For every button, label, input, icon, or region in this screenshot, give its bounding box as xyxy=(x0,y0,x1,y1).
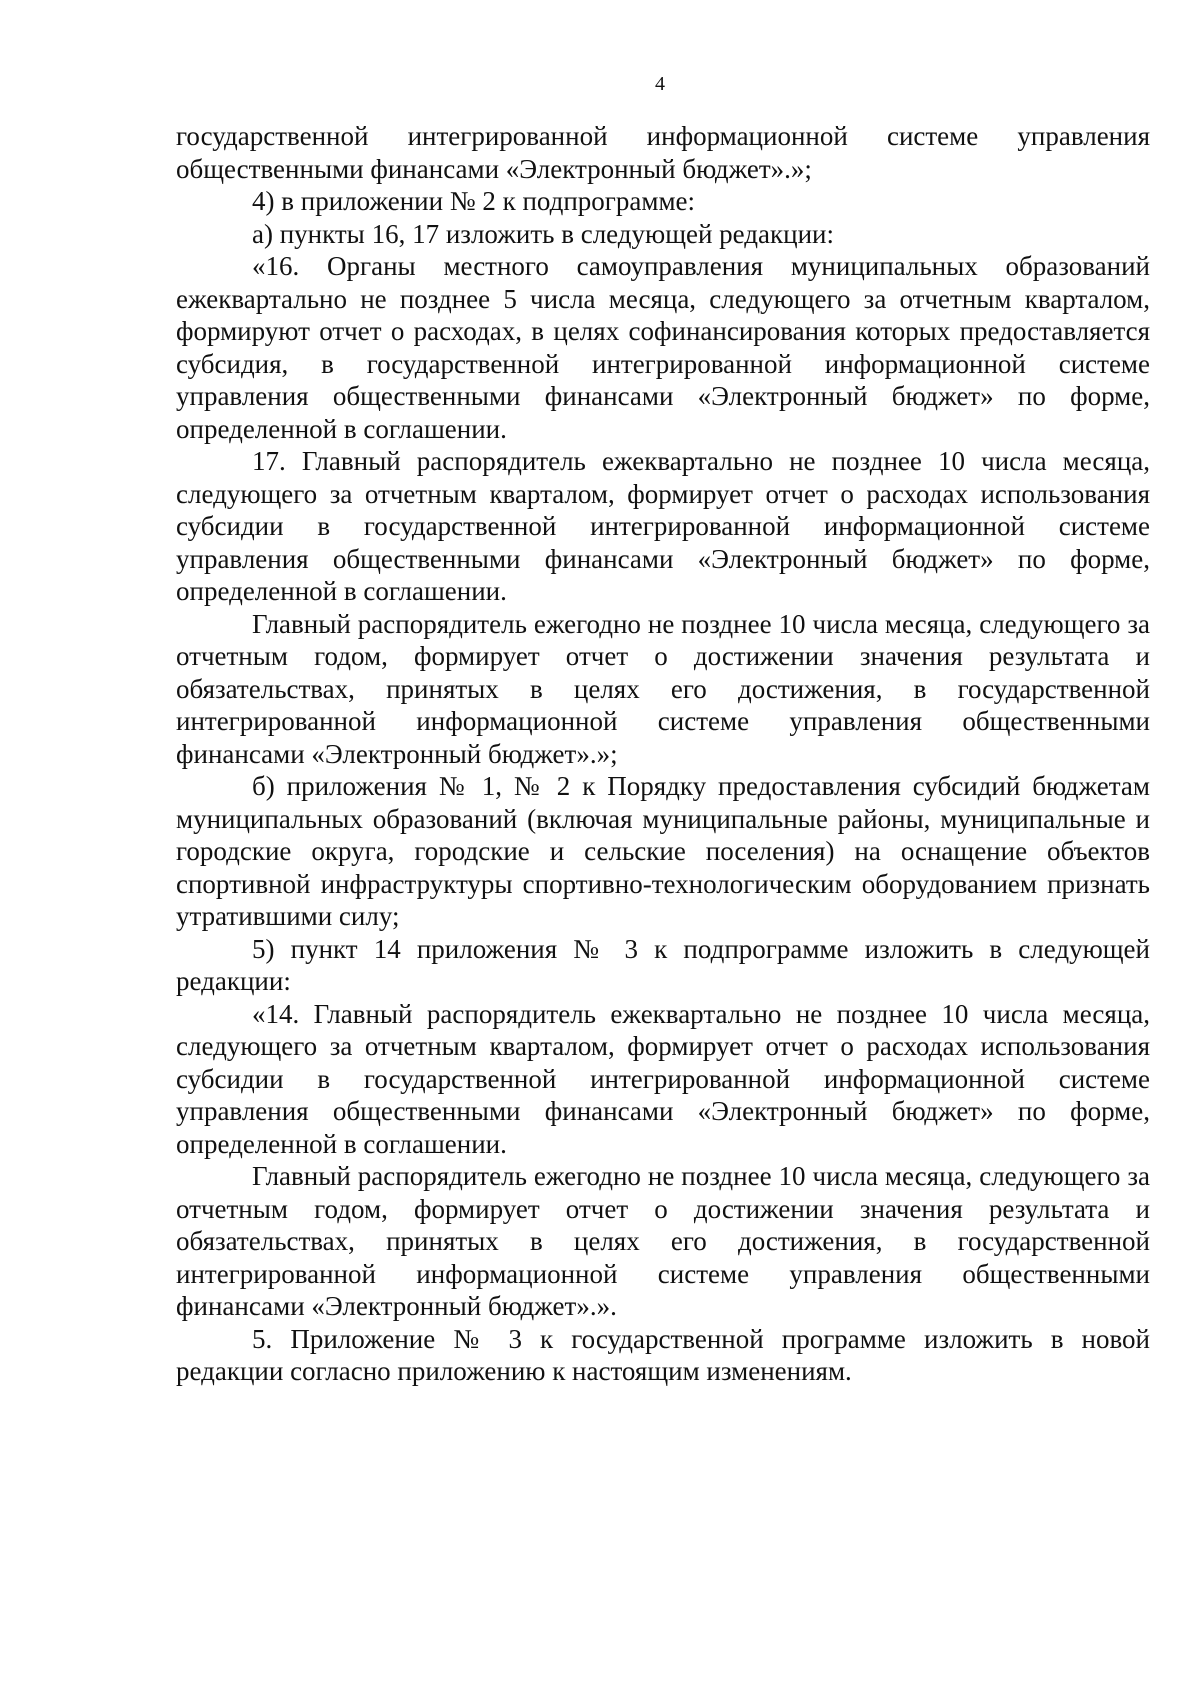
page-number: 4 xyxy=(655,73,665,95)
paragraph-point-16: «16. Органы местного самоуправления муниципальных образований ежеквартально не позднее 5 числа месяца, следующего за отчетным кварталом, формируют отчет о расходах, в целях софинансирования которых предоставляется субсидия, в государственной интегрированной информационной системе управления общественными финансами «Электронный бюджет» по форме, определенной в соглашении. xyxy=(176,251,1150,444)
document-body xyxy=(176,120,1150,1388)
paragraph-annual-report-2: Главный распорядитель ежегодно не позднее 10 числа месяца, следующего за отчетным годом, формирует отчет о достижении значения результата и обязательствах, принятых в целях его достижения, в государственной интегрированной информационной системе управления общественными финансами «Электронный бюджет».». xyxy=(176,1161,1150,1321)
paragraph-section-5: 5. Приложение № 3 к государственной программе изложить в новой редакции согласно приложению к настоящим изменениям. xyxy=(176,1323,1150,1386)
paragraph-subitem-a: а) пункты 16, 17 изложить в следующей редакции: xyxy=(252,218,834,249)
paragraph-annual-report-1: Главный распорядитель ежегодно не позднее 10 числа месяца, следующего за отчетным годом, формирует отчет о достижении значения результата и обязательствах, принятых в целях его достижения, в государственной интегрированной информационной системе управления общественными финансами «Электронный бюджет».»; xyxy=(176,608,1150,769)
paragraph-item-4: 4) в приложении № 2 к подпрограмме: xyxy=(252,186,696,216)
paragraph-continuation: государственной интегрированной информационной системе управления общественными финансами «Электронный бюджет».»; xyxy=(176,121,1150,184)
paragraph-item-5: 5) пункт 14 приложения № 3 к подпрограмме изложить в следующей редакции: xyxy=(176,933,1150,996)
paragraph-subitem-b: б) приложения № 1, № 2 к Порядку предоставления субсидий бюджетам муниципальных образований (включая муниципальные районы, муниципальные и городские округа, городские и сельские поселения) на оснащение объектов спортивной инфраструктуры спортивно-технологическим оборудованием признать утратившими силу; xyxy=(176,771,1150,931)
paragraph-point-17: 17. Главный распорядитель ежеквартально не позднее 10 числа месяца, следующего за отчетным кварталом, формирует отчет о расходах использования субсидии в государственной интегрированной информационной системе управления общественными финансами «Электронный бюджет» по форме, определенной в соглашении. xyxy=(176,446,1150,606)
paragraph-point-14: «14. Главный распорядитель ежеквартально не позднее 10 числа месяца, следующего за отчетным кварталом, формирует отчет о расходах использования субсидии в государственной интегрированной информационной системе управления общественными финансами «Электронный бюджет» по форме, определенной в соглашении. xyxy=(176,998,1150,1159)
